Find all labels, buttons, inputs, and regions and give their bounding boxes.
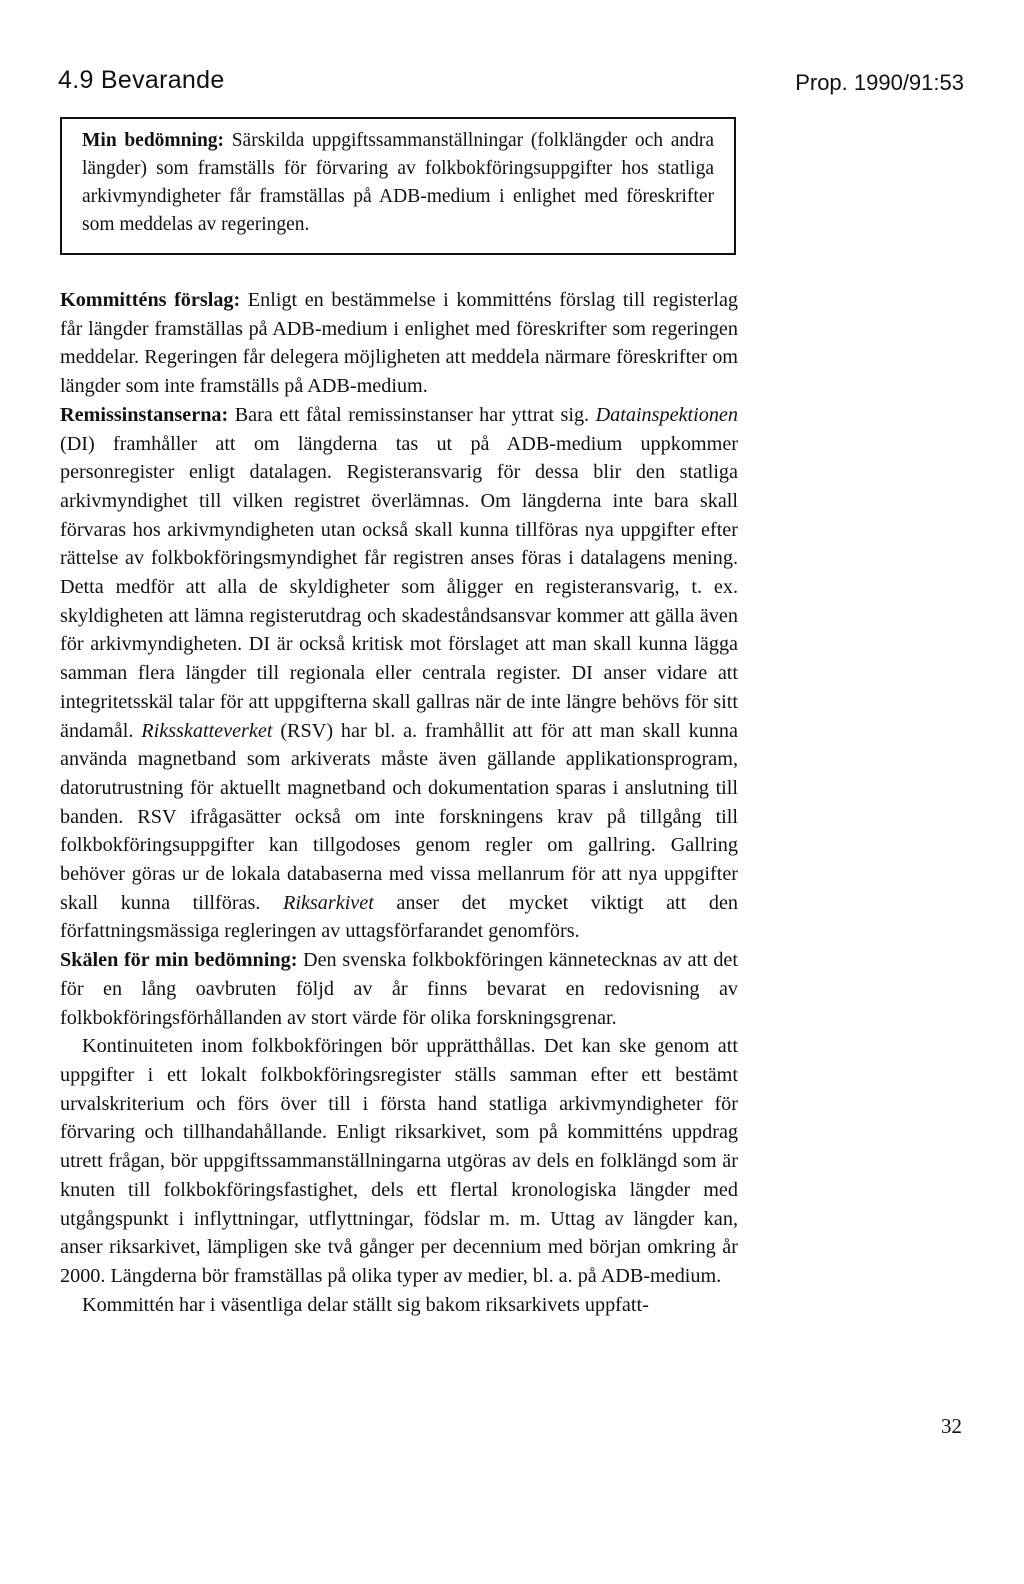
committee-text: Enligt en bestämmelse i kommitténs förslag till registerlag får längder framställas på ADB-medium i enlighet med föreskrifter som regeringen meddelar. Regeringen får delegera möjligheten att meddela närmare föreskrifter om längder som inte framställs på ADB-medium. xyxy=(60,289,739,398)
remiss-text-a: Bara ett fåtal remissinstanser har yttrat sig. xyxy=(228,403,596,426)
remiss-paragraph xyxy=(60,401,738,946)
continuity-paragraph: Kontinuiteten inom folkbokföringen bör upprätthållas. Det kan ske genom att uppgifter i ett lokalt folkbokföringsregister ställs samman efter ett bestämt urvalskriterium och förs över till i första hand statliga arkivmyndigheter för förvaring och tillhandahållande. Enligt riksarkivet, som på kommitténs uppdrag utrett frågan, bör uppgiftssammanställningarna utgöras av dels en folklängd som är knuten till folkbokföringsfastighet, dels ett flertal kronologiska längder med utgångspunkt i inflyttningar, utflyttningar, födslar m. m. Uttag av längder kan, anser riksarkivet, lämpligen ske två gånger per decennium med början omkring år 2000. Längderna bör framställas på olika typer av medier, bl. a. på ADB-medium. xyxy=(60,1035,738,1287)
assessment-text: Särskilda uppgiftssammanställningar (folklängder och andra längder) som framställs för förvaring av folkbokföringsuppgifter hos statliga arkivmyndigheter får framställas på ADB-medium i enlighet med föreskrifter som meddelas av regeringen. xyxy=(82,130,715,235)
riksarkivet-name: Riksarkivet xyxy=(283,891,374,914)
page-number: 32 xyxy=(941,1414,962,1438)
committee-position-paragraph: Kommittén har i väsentliga delar ställt sig bakom riksarkivets uppfatt- xyxy=(82,1293,649,1316)
committee-label: Kommitténs förslag: xyxy=(60,289,241,311)
remiss-text-d: anser det mycket viktigt att den författningsmässiga regleringen av uttagsförfarandet genomförs. xyxy=(60,891,738,943)
reasons-label: Skälen för min bedömning: xyxy=(60,949,298,972)
proposition-reference: Prop. 1990/91:53 xyxy=(795,70,964,95)
reasons-paragraph xyxy=(60,946,738,1032)
assessment-label: Min bedömning: xyxy=(82,130,225,151)
assessment-box xyxy=(60,117,736,255)
reasons-text: Den svenska folkbokföringen kännetecknas av att det för en lång oavbruten följd av år finns bevarat en redovisning av folkbokföringsförhållanden av stort värde för olika forskningsgrenar. xyxy=(60,949,738,1029)
remiss-text-b: (DI) framhåller att om längderna tas ut på ADB-medium uppkommer personregister enligt datalagen. Registeransvarig för dessa blir den statliga arkivmyndighet till vilken registret överlämnas. Om längderna inte bara skall förvaras hos arkivmyndigheten utan också skall kunna tillföras nya uppgifter efter rättelse av folkbokföringsmyndighet får registren anses föras i datalagens mening. Detta medför att alla de skyldigheter som åligger en registeransvarig, t. ex. skyldigheten att lämna registerutdrag och skadeståndsansvar kommer att gälla även för arkivmyndigheten. DI är också kritisk mot förslaget att man skall kunna lägga samman flera längder till regionala eller centrala register. DI anser vidare att integritetsskäl talar för att uppgifterna skall gallras när de inte längre behövs för sitt ändamål. xyxy=(60,432,738,742)
remiss-text-c: (RSV) har bl. a. framhållit att för att man skall kunna använda magnetband som arkiverats måste även gällande applikationsprogram, datorutrustning för aktuellt magnetband och dokumentation sparas i anslutning till banden. RSV ifrågasätter också om inte forskningens krav på tillgång till folkbokföringsuppgifter kan tillgodoses genom regler om gallring. Gallring behöver göras ur de lokala databaserna med vissa mellanrum för att nya uppgifter skall kunna tillföras. xyxy=(60,719,738,914)
datainspektionen-name: Datainspektionen xyxy=(595,403,738,426)
remiss-label: Remissinstanserna: xyxy=(60,403,229,426)
committee-paragraph xyxy=(60,286,738,401)
section-heading: 4.9 Bevarande xyxy=(58,66,225,94)
riksskatteverket-name: Riksskatteverket xyxy=(141,719,273,742)
body-text xyxy=(60,286,738,1319)
